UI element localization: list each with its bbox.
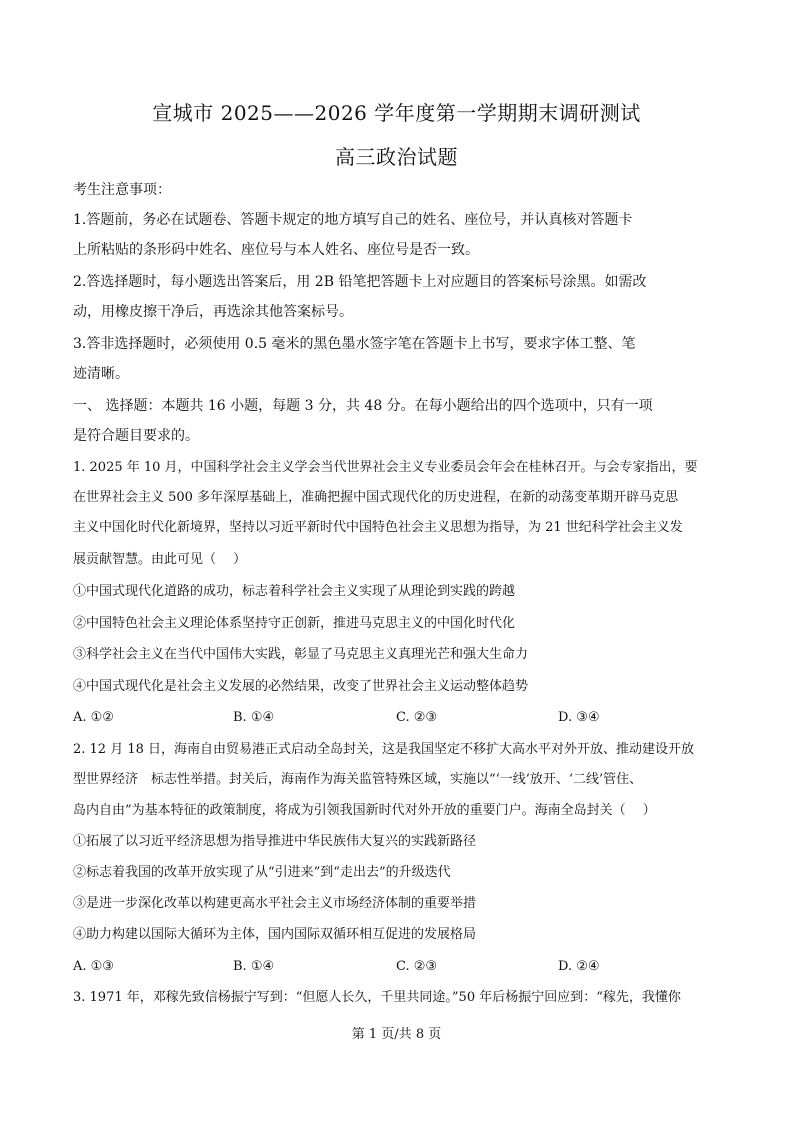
q1-stem-line: 主义中国化时代化新境界，坚持以习近平新时代中国特色社会主义思想为指导，为 21 世纪科学社会主义发 bbox=[73, 520, 683, 535]
q1-stem-line: 在世界社会主义 500 多年深厚基础上，准确把握中国式现代化的历史进程，在新的动荡变革期开辟马克思 bbox=[73, 490, 679, 505]
q2-stem-line: 岛内自由”为基本特征的政策制度，将成为引领我国新时代对外开放的重要门户。海南全岛封关（ ） bbox=[73, 803, 656, 818]
q2-option-c: C. ②③ bbox=[396, 959, 438, 974]
page-number: 第 1 页/共 8 页 bbox=[351, 1027, 442, 1042]
q2-option-a: A. ①③ bbox=[73, 959, 114, 974]
notice-line: 迹清晰。 bbox=[73, 366, 129, 382]
q2-option-d: D. ②④ bbox=[558, 959, 600, 974]
notice-line: 动，用橡皮擦干净后，再选涂其他答案标号。 bbox=[73, 304, 353, 320]
q1-statement: ③科学社会主义在当代中国伟大实践，彰显了马克思主义真理光芒和强大生命力 bbox=[73, 647, 529, 662]
q1-statement: ②中国特色社会主义理论体系坚持守正创新，推进马克思主义的中国化时代化 bbox=[73, 616, 516, 631]
notice-line: 2.答选择题时，每小题选出答案后，用 2B 铅笔把答题卡上对应题目的答案标号涂黑。如需改 bbox=[73, 274, 647, 290]
q3-stem-line: 3. 1971 年，邓稼先致信杨振宁写到：“但愿人长久，千里共同途。”50 年后杨振宁回应到：“稼先，我懂你 bbox=[73, 990, 681, 1005]
q2-statement: ②标志着我国的改革开放实现了从“引进来”到“走出去”的升级迭代 bbox=[73, 865, 451, 880]
q1-option-c: C. ②③ bbox=[396, 710, 438, 725]
exam-title: 宣城市 2025——2026 学年度第一学期期末调研测试 bbox=[152, 101, 641, 125]
q2-stem-line: 2. 12 月 18 日，海南自由贸易港正式启动全岛封关，这是我国坚定不移扩大高水平对外开放、推动建设开放 bbox=[73, 742, 695, 757]
q2-stem-line: 型世界经济 标志性举措。封关后，海南作为海关监管特殊区域，实施以“‘一线’放开、‘二线’管住、 bbox=[73, 772, 643, 787]
exam-subtitle: 高三政治试题 bbox=[335, 145, 458, 169]
q1-stem-line: 展贡献智慧。由此可见（ ） bbox=[73, 552, 247, 567]
section-heading: 一、 选择题：本题共 16 小题，每题 3 分，共 48 分。在每小题给出的四个选项中，只有一项 bbox=[73, 398, 653, 414]
q1-option-b: B. ①④ bbox=[233, 710, 275, 725]
q1-option-d: D. ③④ bbox=[558, 710, 600, 725]
q1-option-a: A. ①② bbox=[73, 710, 114, 725]
notice-line: 上所粘贴的条形码中姓名、座位号与本人姓名、座位号是否一致。 bbox=[73, 242, 479, 258]
notice-line: 3.答非选择题时，必须使用 0.5 毫米的黑色墨水签字笔在答题卡上书写，要求字体工整、笔 bbox=[73, 336, 636, 352]
q2-statement: ③是进一步深化改革以构建更高水平社会主义市场经济体制的重要举措 bbox=[73, 896, 477, 911]
q2-statement: ①拓展了以习近平经济思想为指导推进中华民族伟大复兴的实践新路径 bbox=[73, 834, 477, 849]
notice-heading: 考生注意事项： bbox=[73, 182, 171, 198]
section-heading: 是符合题目要求的。 bbox=[73, 428, 199, 444]
q2-option-b: B. ①④ bbox=[233, 959, 275, 974]
q1-statement: ④中国式现代化是社会主义发展的必然结果，改变了世界社会主义运动整体趋势 bbox=[73, 679, 529, 694]
q2-statement: ④助力构建以国际大循环为主体，国内国际双循环相互促进的发展格局 bbox=[73, 927, 477, 942]
q1-stem-line: 1. 2025 年 10 月，中国科学社会主义学会当代世界社会主义专业委员会年会在桂林召开。与会专家指出，要 bbox=[73, 460, 698, 475]
q1-statement: ①中国式现代化道路的成功，标志着科学社会主义实现了从理论到实践的跨越 bbox=[73, 584, 516, 599]
notice-line: 1.答题前，务必在试题卷、答题卡规定的地方填写自己的姓名、座位号，并认真核对答题卡 bbox=[73, 212, 633, 228]
